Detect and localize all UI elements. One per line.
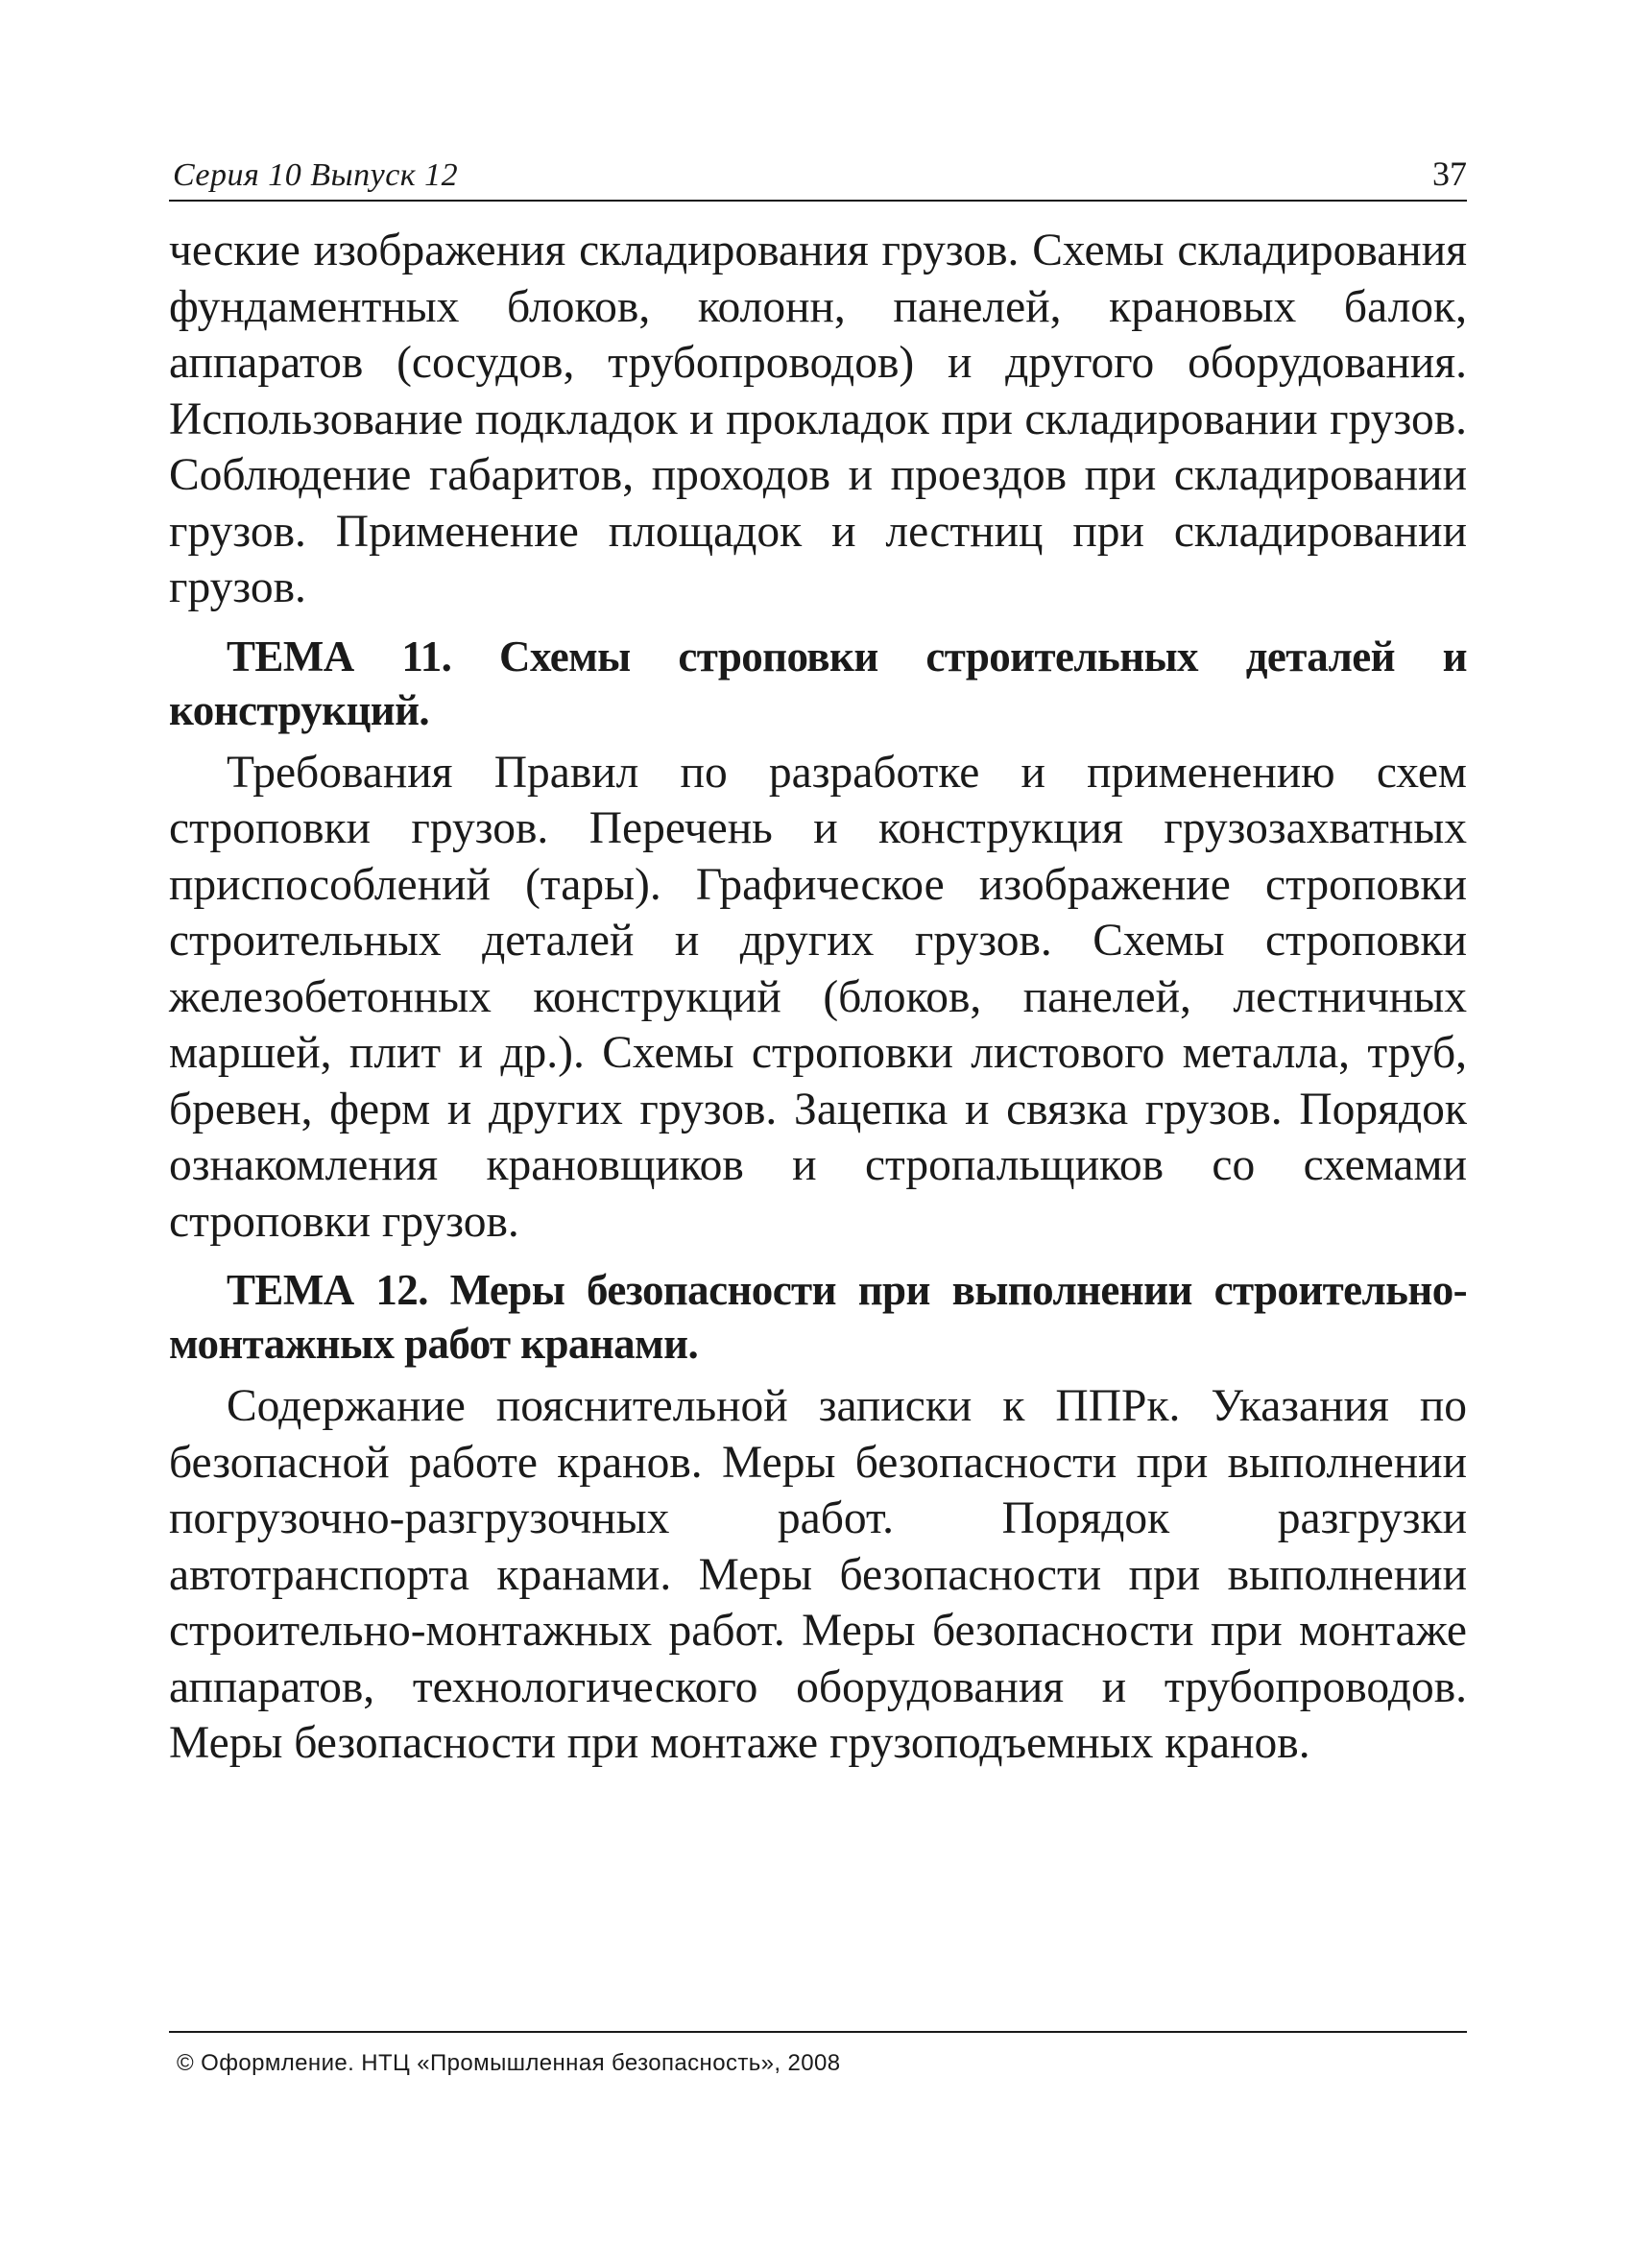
- page-footer: [169, 2031, 1467, 2077]
- body-text: [169, 223, 1467, 1772]
- copyright-notice: © Оформление. НТЦ «Промышленная безопасность», 2008: [177, 2050, 841, 2076]
- running-header: [169, 154, 1467, 202]
- paragraph-topic-11: Требования Правил по разработке и применению схем строповки грузов. Перечень и конструкция грузозахватных приспособлений (тары). Графическое изображение строповки строительных деталей и других грузов. Схемы строповки железобетонных конструкций (блоков, панелей, лестничных маршей, плит и др.). Схемы строповки листового металла, труб, бревен, ферм и других грузов. Зацепка и связка грузов. Порядок ознакомления крановщиков и стропальщиков со схемами строповки грузов.: [169, 747, 1467, 1247]
- paragraph-continuation: ческие изображения складирования грузов. Схемы складирования фундаментных блоков, колонн, панелей, крановых балок, аппаратов (сосудов, трубопроводов) и другого оборудования. Использование подкладок и прокладок при складировании грузов. Соблюдение габаритов, проходов и проездов при складировании грузов. Применение площадок и лестниц при складировании грузов.: [169, 226, 1467, 612]
- series-issue-label: Серия 10 Выпуск 12: [173, 157, 459, 193]
- page-number: 37: [1432, 155, 1467, 193]
- section-heading-topic-12: ТЕМА 12. Меры безопасности при выполнении строительно-монтажных работ кранами.: [169, 1266, 1467, 1368]
- paragraph-topic-12: Содержание пояснительной записки к ППРк. Указания по безопасной работе кранов. Меры безопасности при выполнении погрузочно-разгрузочных работ. Порядок разгрузки автотранспорта кранами. Меры безопасности при выполнении строительно-монтажных работ. Меры безопасности при монтаже аппаратов, технологического оборудования и трубопроводов. Меры безопасности при монтаже грузоподъемных кранов.: [169, 1381, 1467, 1768]
- section-heading-topic-11: ТЕМА 11. Схемы строповки строительных деталей и конструкций.: [169, 632, 1467, 734]
